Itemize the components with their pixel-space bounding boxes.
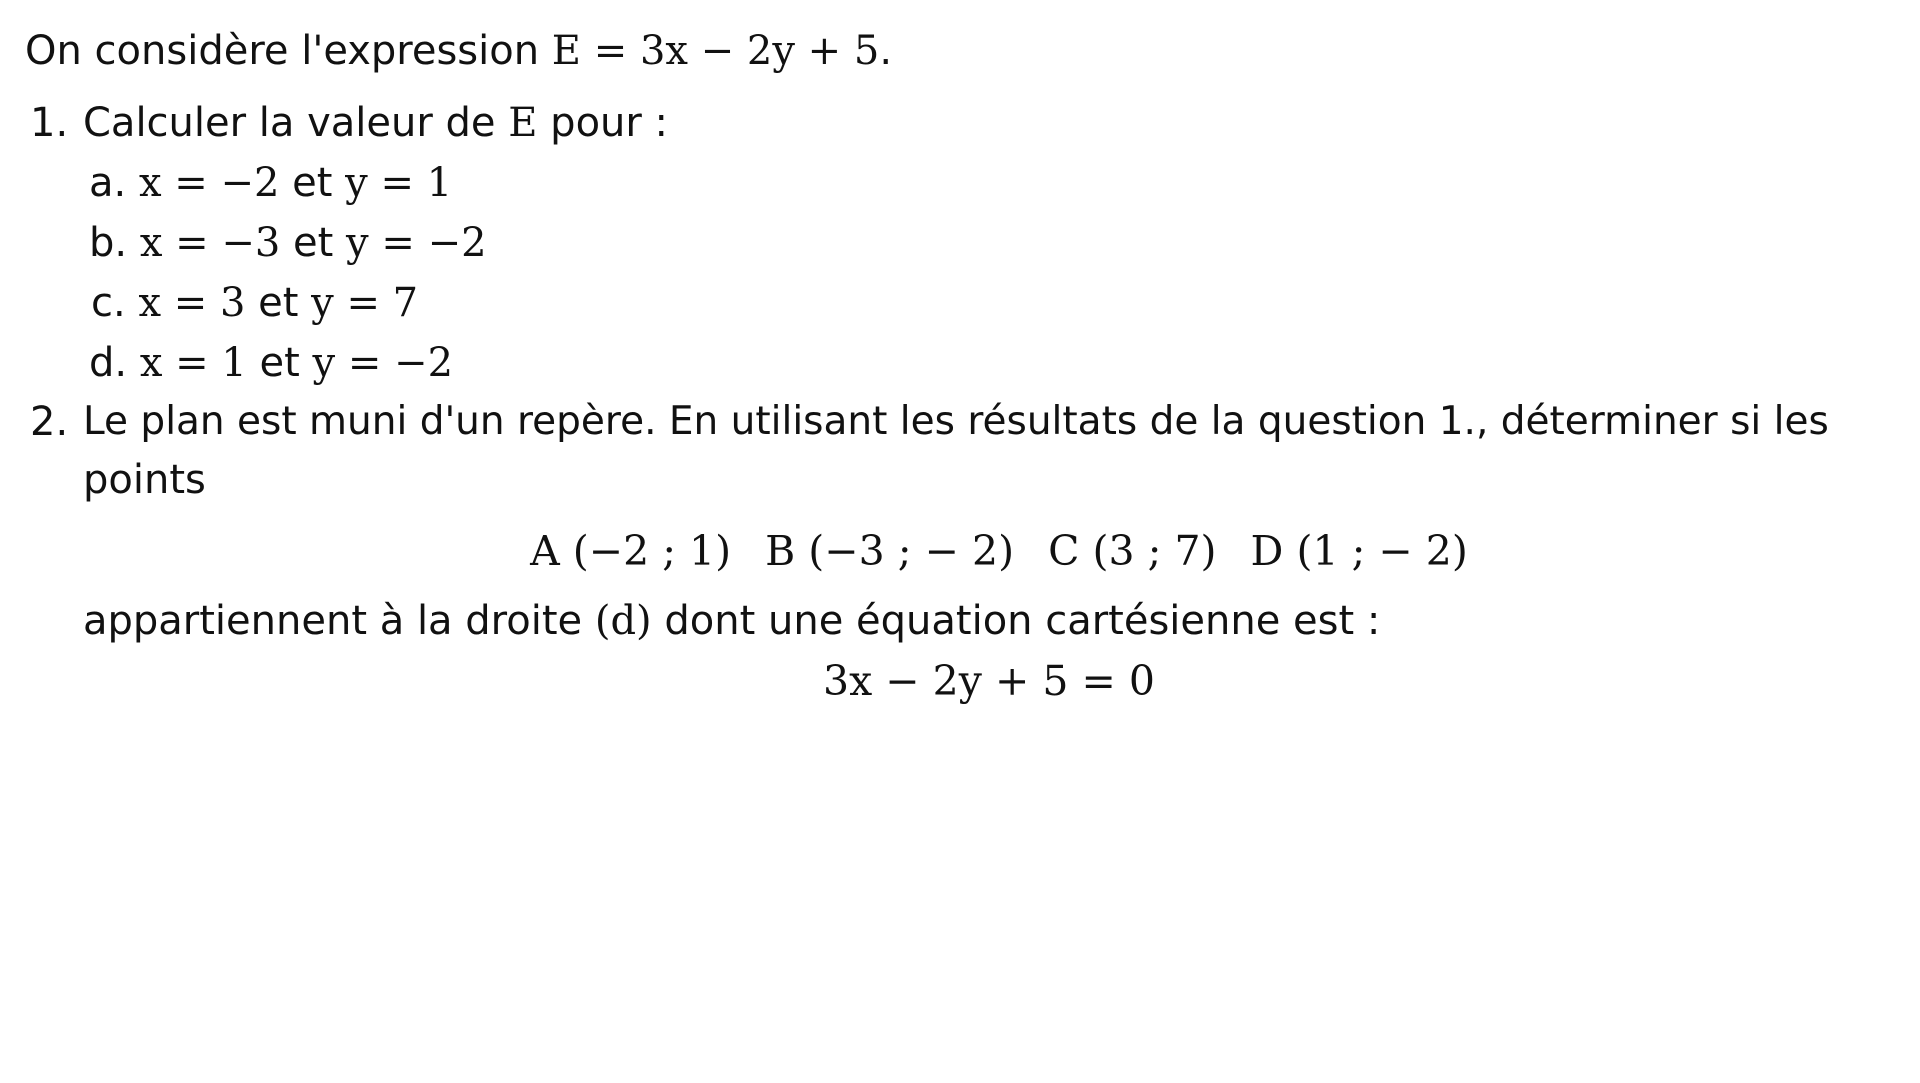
item-et: et (279, 160, 346, 206)
item-x-value: x = −3 (139, 220, 281, 266)
list-item (91, 279, 418, 327)
point-c: C (3 ; 7) (1048, 527, 1217, 575)
item-y-value: y = 1 (345, 160, 453, 206)
cartesian-equation: 3x − 2y + 5 = 0 (823, 657, 1155, 705)
item-x-value: x = −2 (138, 160, 280, 206)
item-et: et (280, 220, 347, 266)
item-et: et (246, 340, 313, 386)
question-1-math: E (508, 100, 538, 146)
intro-line (25, 27, 892, 75)
item-label: a. (89, 160, 127, 206)
item-y-value: y = −2 (346, 220, 487, 266)
points-display (0, 526, 1920, 576)
item-y-value: y = 7 (311, 280, 419, 326)
list-item (89, 339, 453, 387)
item-label: c. (91, 280, 126, 326)
item-x-value: x = 3 (138, 280, 246, 326)
item-x-value: x = 1 (139, 340, 247, 386)
list-item (89, 219, 487, 267)
question-2-line-1: Le plan est muni d'un repère. En utilisant les résultats de la question 1., déterminer si les (83, 399, 1829, 444)
question-1-text (83, 99, 668, 147)
item-y-value: y = −2 (312, 340, 454, 386)
question-2-number: 2. (30, 399, 69, 445)
point-b: B (−3 ; − 2) (765, 527, 1015, 575)
point-d: D (1 ; − 2) (1250, 527, 1468, 575)
intro-end: . (879, 28, 893, 74)
line-3-before: appartiennent à la droite (83, 598, 595, 644)
line-d-symbol: (d) (594, 598, 652, 644)
question-1-text-after: pour : (537, 100, 669, 146)
question-2-line-3 (83, 597, 1380, 645)
question-2-line-2: points (83, 457, 206, 503)
intro-text: On considère l'expression (25, 28, 552, 74)
item-label: b. (89, 220, 128, 266)
intro-expression: E = 3x − 2y + 5 (551, 28, 880, 74)
line-3-after: dont une équation cartésienne est : (651, 598, 1381, 644)
item-et: et (245, 280, 312, 326)
list-item (89, 159, 452, 207)
item-label: d. (89, 340, 128, 386)
point-a: A (−2 ; 1) (530, 527, 732, 575)
question-1-number: 1. (30, 100, 69, 146)
question-1-text-before: Calculer la valeur de (83, 100, 509, 146)
